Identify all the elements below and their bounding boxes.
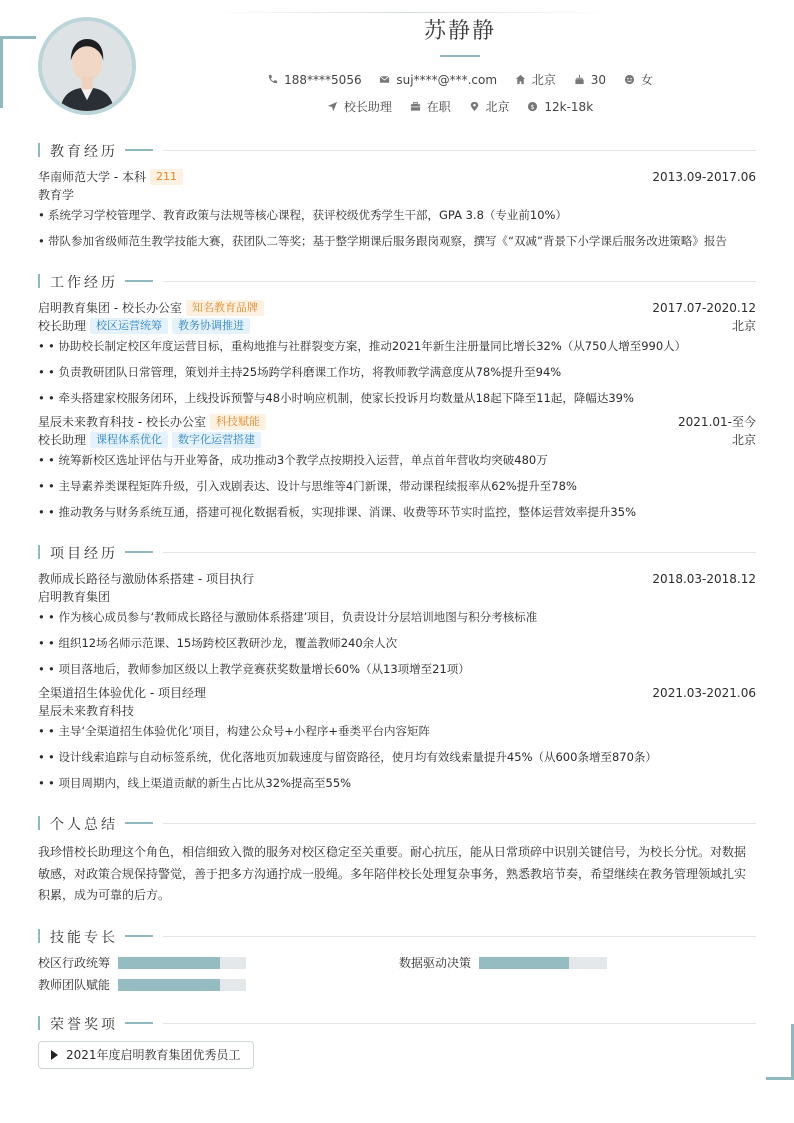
job-status: 在职 bbox=[410, 98, 451, 115]
section-title-work: 工作经历 bbox=[50, 275, 118, 291]
cake-icon bbox=[574, 74, 585, 85]
skill-bar bbox=[479, 957, 607, 969]
work-role-tag: 数字化运营搭建 bbox=[172, 432, 261, 448]
section-summary bbox=[38, 814, 756, 832]
section-dash bbox=[125, 935, 153, 937]
location-icon bbox=[469, 101, 480, 112]
section-title-summary: 个人总结 bbox=[50, 817, 118, 833]
home-icon bbox=[515, 74, 526, 85]
project-bullet: • • 组织12场名师示范课、15场跨校区教研沙龙，覆盖教师240余人次 bbox=[38, 636, 398, 650]
job-city: 北京 bbox=[469, 98, 510, 115]
education-bullet: • 系统学习学校管理学、教育政策与法规等核心课程，获评校级优秀学生干部，GPA 3.8（专业前10%） bbox=[38, 208, 567, 222]
section-dash bbox=[125, 551, 153, 553]
work-header bbox=[38, 299, 756, 317]
section-work bbox=[38, 272, 756, 290]
send-icon bbox=[327, 101, 338, 112]
corner-decoration-top-left bbox=[0, 36, 36, 108]
section-education bbox=[38, 141, 756, 159]
section-line bbox=[163, 1023, 756, 1024]
play-triangle-icon bbox=[51, 1050, 58, 1060]
work-role: 校长助理 bbox=[38, 433, 87, 447]
work-role-row bbox=[38, 431, 756, 449]
contact-email: suj****@***.com bbox=[379, 73, 497, 87]
work-role-tag: 校区运营统筹 bbox=[90, 318, 168, 334]
section-bar bbox=[38, 1016, 40, 1030]
project-org: 星辰未来教育科技 bbox=[38, 704, 135, 718]
award-item[interactable] bbox=[38, 1041, 254, 1069]
section-line bbox=[163, 281, 756, 282]
education-tag: 211 bbox=[150, 169, 183, 185]
project-bullet: • • 设计线索追踪与自动标签系统，优化落地页加载速度与留资路径，使月均有效线索量提升45%（从600条增至870条） bbox=[38, 750, 657, 764]
skill-name: 校区行政统筹 bbox=[38, 956, 111, 970]
section-line bbox=[163, 823, 756, 824]
section-awards bbox=[38, 1014, 756, 1032]
project-bullet: • • 主导‘全渠道招生体验优化’项目，构建公众号+小程序+垂类平台内容矩阵 bbox=[38, 724, 431, 738]
candidate-name: 苏静静 bbox=[423, 19, 496, 44]
work-company-tag: 科技赋能 bbox=[210, 414, 266, 430]
salary-icon bbox=[527, 101, 538, 112]
project-dates: 2021.03-2021.06 bbox=[652, 686, 756, 700]
work-bullet: • • 推动教务与财务系统互通，搭建可视化数据看板，实现排课、消课、收费等环节实时监控，整体运营效率提升35% bbox=[38, 505, 636, 519]
project-org: 启明教育集团 bbox=[38, 590, 111, 604]
job-intent-row bbox=[120, 98, 794, 115]
name-underline bbox=[440, 55, 480, 57]
section-bar bbox=[38, 143, 40, 157]
skill-bar-fill bbox=[118, 957, 220, 969]
section-title-education: 教育经历 bbox=[50, 144, 118, 160]
work-company: 启明教育集团 - 校长办公室 bbox=[38, 301, 182, 315]
project-dates: 2018.03-2018.12 bbox=[652, 572, 756, 586]
work-header bbox=[38, 413, 756, 431]
section-dash bbox=[125, 149, 153, 151]
project-header bbox=[38, 684, 756, 702]
section-dash bbox=[125, 822, 153, 824]
svg-text:$: $ bbox=[530, 102, 535, 111]
contact-phone: 188****5056 bbox=[267, 73, 361, 87]
summary-text: 我珍惜校长助理这个角色，相信细致入微的服务对校区稳定至关重要。耐心抗压，能从日常琐碎中识别关键信号，为校长分忧。对数据敏感，对政策合规保持警觉，善于把多方沟通拧成一股绳。多年陪伴校长处理复杂事务，熟悉教培节奏，希望继续在教务管理领域扎实积累，成为可靠的后方。 bbox=[38, 845, 747, 902]
work-bullet: • • 负责教研团队日常管理，策划并主持25场跨学科磨课工作坊，将教师教学满意度从78%提升至94% bbox=[38, 365, 562, 379]
contact-home: 北京 bbox=[515, 71, 556, 88]
education-major: 教育学 bbox=[38, 188, 75, 202]
section-title-projects: 项目经历 bbox=[50, 546, 118, 562]
skill-bar bbox=[118, 979, 246, 991]
work-company: 星辰未来教育科技 - 校长办公室 bbox=[38, 415, 206, 429]
skill-name: 数据驱动决策 bbox=[399, 956, 472, 970]
project-title: 教师成长路径与激励体系搭建 - 项目执行 bbox=[38, 572, 254, 586]
contact-age: 30 bbox=[574, 73, 606, 87]
work-dates: 2017.07-2020.12 bbox=[652, 301, 756, 315]
project-bullet: • • 项目落地后，教师参加区级以上教学竞赛获奖数量增长60%（从13项增至21项） bbox=[38, 662, 470, 676]
education-school: 华南师范大学 - 本科 bbox=[38, 170, 146, 184]
skill-bar-fill bbox=[479, 957, 569, 969]
project-bullet: • • 项目周期内，线上渠道贡献的新生占比从32%提高至55% bbox=[38, 776, 352, 790]
job-position: 校长助理 bbox=[327, 98, 392, 115]
avatar-photo-icon bbox=[42, 21, 132, 111]
section-bar bbox=[38, 545, 40, 559]
work-role-tag: 课程体系优化 bbox=[90, 432, 168, 448]
section-line bbox=[163, 552, 756, 553]
work-city: 北京 bbox=[731, 319, 756, 333]
contact-row bbox=[120, 71, 794, 88]
project-bullet: • • 作为核心成员参与‘教师成长路径与激励体系搭建’项目，负责设计分层培训地图与积分考核标准 bbox=[38, 610, 538, 624]
skill-name: 教师团队赋能 bbox=[38, 978, 111, 992]
education-dates: 2013.09-2017.06 bbox=[652, 170, 756, 184]
section-bar bbox=[38, 929, 40, 943]
mail-icon bbox=[379, 74, 390, 85]
skill-bar-fill bbox=[118, 979, 220, 991]
briefcase-icon bbox=[410, 101, 421, 112]
skill-item bbox=[38, 977, 258, 993]
work-city: 北京 bbox=[731, 433, 756, 447]
work-bullet: • • 牵头搭建家校服务闭环，上线投诉预警与48小时响应机制，使家长投诉月均数量从18起下降至11起，降幅达39% bbox=[38, 391, 634, 405]
work-role: 校长助理 bbox=[38, 319, 87, 333]
skill-item bbox=[399, 955, 619, 971]
education-header bbox=[38, 168, 756, 186]
skill-bar bbox=[118, 957, 246, 969]
work-bullet: • • 主导素养类课程矩阵升级，引入戏剧表达、设计与思维等4门新课，带动课程续报率从62%提升至78% bbox=[38, 479, 577, 493]
section-line bbox=[163, 936, 756, 937]
award-text: 2021年度启明教育集团优秀员工 bbox=[66, 1048, 241, 1062]
phone-icon bbox=[267, 74, 278, 85]
work-role-tag: 教务协调推进 bbox=[172, 318, 250, 334]
name-block bbox=[120, 14, 794, 57]
work-role-row bbox=[38, 317, 756, 335]
work-bullet: • • 协助校长制定校区年度运营目标，重构地推与社群裂变方案，推动2021年新生注册量同比增长32%（从750人增至990人） bbox=[38, 339, 687, 353]
section-skills bbox=[38, 927, 756, 945]
section-title-skills: 技能专长 bbox=[50, 930, 118, 946]
section-line bbox=[163, 150, 756, 151]
gender-icon bbox=[624, 74, 635, 85]
section-bar bbox=[38, 274, 40, 288]
corner-decoration-bottom-right bbox=[766, 1024, 794, 1080]
project-header bbox=[38, 570, 756, 588]
section-projects bbox=[38, 543, 756, 561]
project-title: 全渠道招生体验优化 - 项目经理 bbox=[38, 686, 206, 700]
section-dash bbox=[125, 280, 153, 282]
section-title-awards: 荣誉奖项 bbox=[50, 1017, 118, 1033]
job-salary: $ 12k-18k bbox=[527, 100, 593, 114]
education-bullet: • 带队参加省级师范生教学技能大赛，获团队二等奖；基于整学期课后服务跟岗观察，撰写《“双减”背景下小学课后服务改进策略》报告 bbox=[38, 234, 727, 248]
section-dash bbox=[125, 1022, 153, 1024]
contact-gender: 女 bbox=[624, 71, 653, 88]
section-bar bbox=[38, 816, 40, 830]
work-bullet: • • 统筹新校区选址评估与开业筹备，成功推动3个教学点按期投入运营，单点首年营收均突破480万 bbox=[38, 453, 548, 467]
skill-item bbox=[38, 955, 258, 971]
work-dates: 2021.01-至今 bbox=[678, 415, 756, 429]
work-company-tag: 知名教育品牌 bbox=[186, 300, 264, 316]
top-divider bbox=[210, 12, 610, 13]
